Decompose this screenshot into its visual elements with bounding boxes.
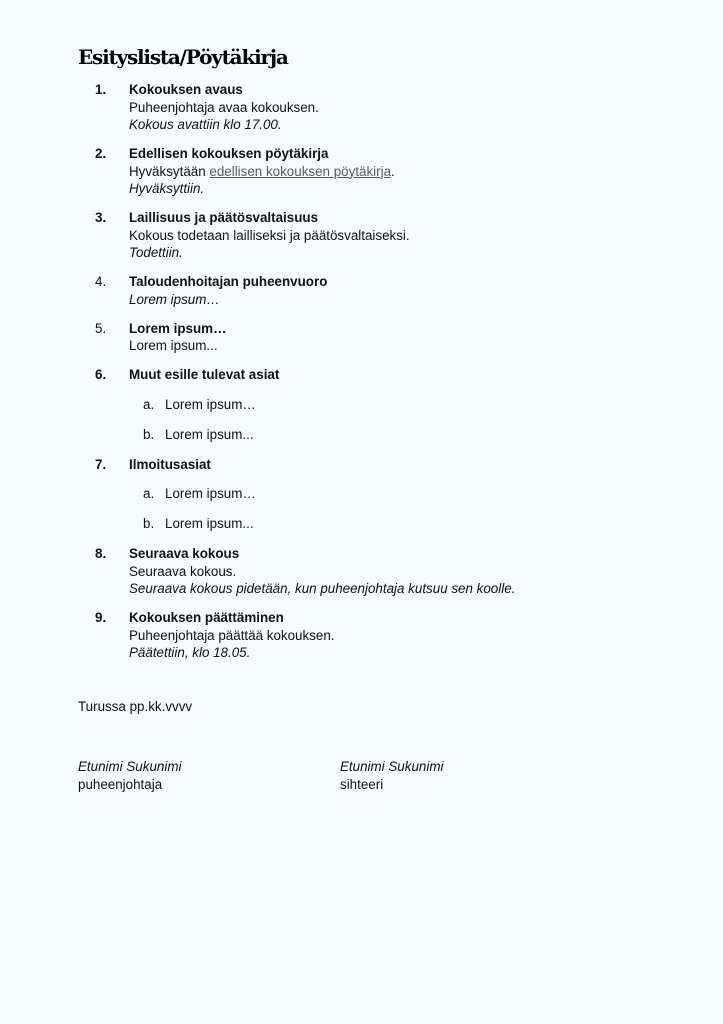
item-number: 5. bbox=[95, 320, 107, 336]
sub-item-letter: b. bbox=[143, 516, 155, 531]
agenda-item-7 bbox=[0, 456, 723, 533]
sub-list bbox=[129, 396, 723, 444]
item-heading: Kokouksen päättäminen bbox=[129, 610, 284, 625]
item-heading: Ilmoitusasiat bbox=[129, 456, 211, 472]
item-number: 7. bbox=[95, 456, 107, 472]
sub-list bbox=[129, 485, 723, 533]
item-heading: Edellisen kokouksen pöytäkirja bbox=[129, 146, 329, 161]
item-text: Kokous todetaan lailliseksi ja päätösvaltaiseksi. bbox=[129, 227, 410, 243]
agenda-item-4 bbox=[0, 273, 723, 308]
signature-role: sihteeri bbox=[340, 776, 384, 792]
signature-role: puheenjohtaja bbox=[78, 776, 163, 792]
item-text: Seuraava kokous. bbox=[129, 563, 237, 579]
agenda-item-6 bbox=[0, 366, 723, 443]
item-text: Puheenjohtaja päättää kokouksen. bbox=[129, 627, 335, 643]
item-heading: Kokouksen avaus bbox=[129, 82, 243, 97]
item-number: 4. bbox=[95, 274, 107, 289]
sub-item-text: Lorem ipsum... bbox=[165, 516, 254, 531]
agenda-item-1 bbox=[0, 81, 723, 134]
item-number: 8. bbox=[95, 546, 107, 561]
item-number: 2. bbox=[95, 146, 107, 161]
sub-item-letter: b. bbox=[143, 426, 155, 442]
item-decision: Todettiin. bbox=[129, 245, 183, 260]
item-number: 1. bbox=[95, 82, 107, 97]
signature-chair bbox=[78, 758, 181, 793]
sub-item-letter: a. bbox=[143, 486, 155, 501]
place-and-date: Turussa pp.kk.vvvv bbox=[78, 699, 193, 714]
item-decision: Päätettiin, klo 18.05. bbox=[129, 645, 251, 660]
agenda-item-9 bbox=[0, 609, 723, 662]
agenda-item-3 bbox=[0, 209, 723, 262]
item-text: Puheenjohtaja avaa kokouksen. bbox=[129, 99, 319, 115]
item-text-suffix: . bbox=[391, 163, 395, 179]
sub-item-text: Lorem ipsum… bbox=[165, 486, 256, 501]
signature-name: Etunimi Sukunimi bbox=[78, 759, 182, 774]
item-text bbox=[129, 163, 723, 181]
item-heading: Laillisuus ja päätösvaltaisuus bbox=[129, 210, 319, 225]
agenda-item-2 bbox=[0, 145, 723, 198]
item-decision: Lorem ipsum… bbox=[129, 291, 220, 307]
signature-secretary bbox=[340, 758, 443, 793]
agenda-item-8 bbox=[0, 545, 723, 598]
item-number: 3. bbox=[95, 210, 107, 225]
sub-item-text: Lorem ipsum... bbox=[165, 426, 254, 442]
agenda-item-5 bbox=[0, 320, 723, 355]
item-decision: Kokous avattiin klo 17.00. bbox=[129, 117, 282, 132]
item-decision: Hyväksyttiin. bbox=[129, 181, 205, 196]
agenda-list bbox=[0, 81, 723, 673]
sub-item bbox=[129, 426, 723, 444]
item-text-prefix: Hyväksytään bbox=[129, 163, 210, 179]
sub-item-text: Lorem ipsum… bbox=[165, 396, 256, 412]
item-heading: Seuraava kokous bbox=[129, 546, 240, 561]
item-heading: Lorem ipsum… bbox=[129, 320, 227, 336]
previous-minutes-link[interactable]: edellisen kokouksen pöytäkirja bbox=[209, 163, 392, 179]
item-decision: Seuraava kokous pidetään, kun puheenjohtaja kutsuu sen koolle. bbox=[129, 581, 516, 596]
item-number: 9. bbox=[95, 610, 107, 625]
page-title: Esityslista/Pöytäkirja bbox=[78, 45, 288, 69]
sub-item bbox=[129, 485, 723, 503]
item-text: Lorem ipsum... bbox=[129, 338, 218, 353]
item-heading: Muut esille tulevat asiat bbox=[129, 367, 280, 382]
signature-name: Etunimi Sukunimi bbox=[340, 759, 444, 774]
item-heading: Taloudenhoitajan puheenvuoro bbox=[129, 274, 328, 289]
item-number: 6. bbox=[95, 367, 107, 382]
sub-item-letter: a. bbox=[143, 396, 155, 412]
sub-item bbox=[129, 515, 723, 533]
sub-item bbox=[129, 396, 723, 414]
